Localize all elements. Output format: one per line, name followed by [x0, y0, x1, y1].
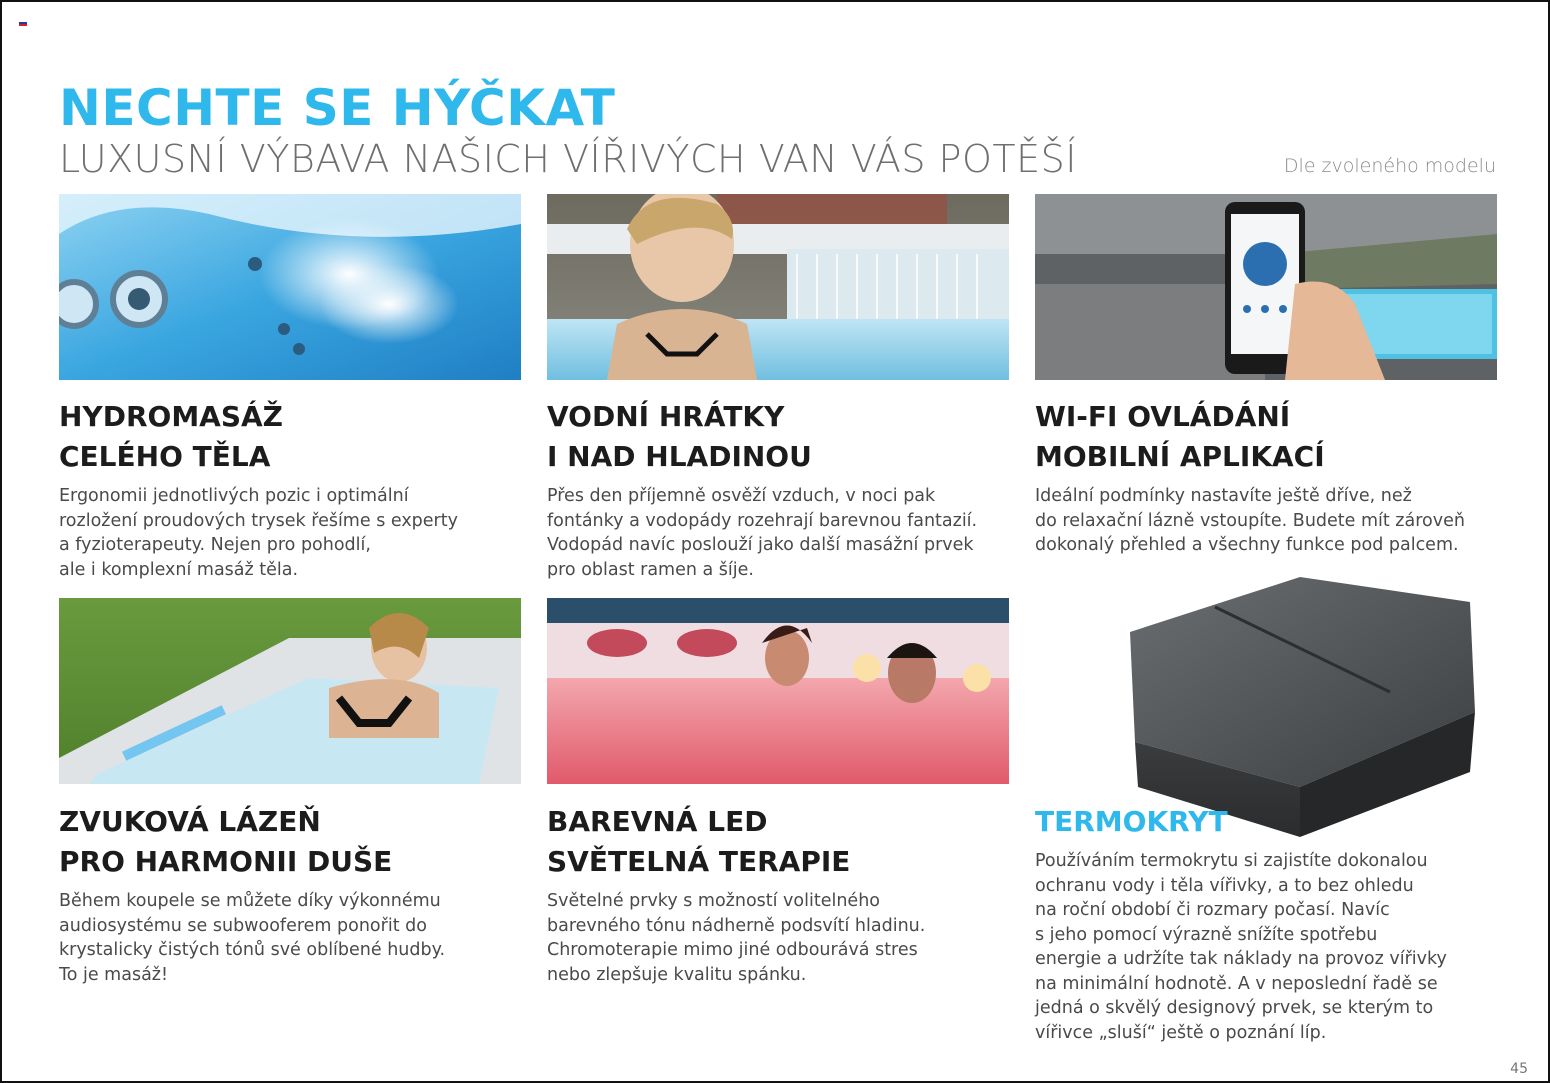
page-title: NECHTE SE HÝČKAT [59, 79, 616, 137]
model-note: Dle zvoleného modelu [1283, 155, 1496, 177]
feature-description-water-features: Přes den příjemně osvěží vzduch, v noci pak fontánky a vodopády rozehrají barevnou fantazií. Vodopád navíc poslouží jako další masážní prvek pro oblast ramen a šíje. [547, 486, 978, 580]
hydromassage-photo [59, 194, 521, 380]
feature-description-wifi-control: Ideální podmínky nastavíte ještě dříve, než do relaxační lázně vstoupíte. Budete mít zároveň dokonalý přehled a všechny funkce pod palcem. [1035, 486, 1465, 555]
feature-description-thermal-cover: Používáním termokrytu si zajistíte dokonalou ochranu vody i těla vířivky, a to bez ohledu na roční období či rozmary počasí. Navíc s jeho pomocí výrazně snížíte spotřebu energie a udržíte tak náklady na provoz vířivky na minimální hodnotě. A v neposlední řadě se jedná o skvělý designový prvek, se kterým to vířivce „sluší“ ještě o poznání líp. [1035, 851, 1447, 1043]
feature-heading-led-therapy: BAREVNÁ LED SVĚTELNÁ TERAPIE [547, 805, 851, 878]
feature-description-hydromassage: Ergonomii jednotlivých pozic i optimální rozložení proudových trysek řešíme s experty a fyzioterapeuty. Nejen pro pohodlí, ale i komplexní masáž těla. [59, 486, 458, 580]
feature-description-led-therapy: Světelné prvky s možností volitelného barevného tónu nádherně podsvítí hladinu. Chromoterapie mimo jiné odbourává stres nebo zlepšuje kvalitu spánku. [547, 891, 926, 985]
feature-heading-audio-spa: ZVUKOVÁ LÁZEŇ PRO HARMONII DUŠE [59, 805, 393, 878]
waterfall-photo [547, 194, 1009, 380]
language-flag-icon [19, 20, 27, 26]
feature-heading-water-features: VODNÍ HRÁTKY I NAD HLADINOU [547, 400, 812, 473]
feature-description-audio-spa: Během koupele se můžete díky výkonnému audiosystému se subwooferem ponořit do krystalicky čistých tónů své oblíbené hudby. To je masáž! [59, 891, 446, 985]
led-therapy-photo [547, 598, 1009, 784]
page-number: 45 [1510, 1061, 1528, 1077]
feature-heading-thermal-cover: TERMOKRYT [1035, 805, 1228, 838]
feature-heading-wifi-control: WI-FI OVLÁDÁNÍ MOBILNÍ APLIKACÍ [1035, 400, 1325, 473]
audio-spa-photo [59, 598, 521, 784]
page-subtitle: LUXUSNÍ VÝBAVA NAŠICH VÍŘIVÝCH VAN VÁS POTĚŠÍ [59, 137, 1077, 181]
wifi-app-photo [1035, 194, 1497, 380]
feature-heading-hydromassage: HYDROMASÁŽ CELÉHO TĚLA [59, 400, 283, 473]
